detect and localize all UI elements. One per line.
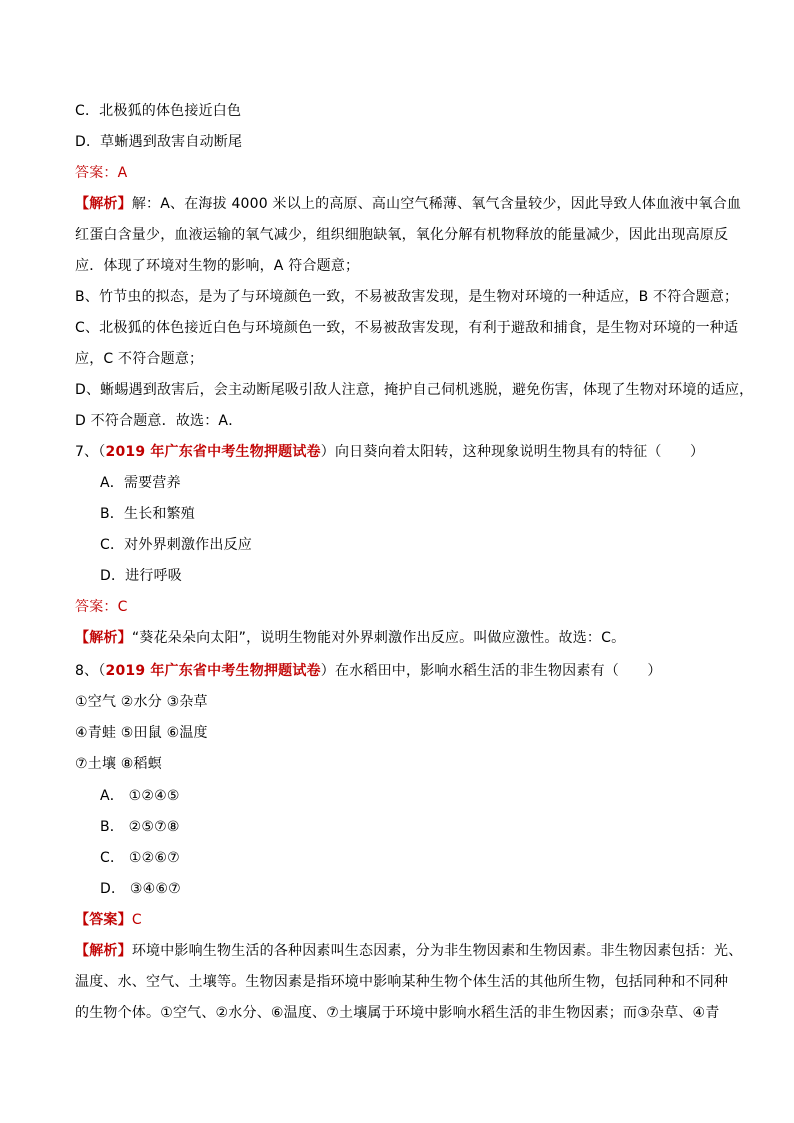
q7-answer [75, 597, 128, 617]
q8-option-b: B． ②⑤⑦⑧ [100, 819, 180, 835]
q7-option-b: B．生长和繁殖 [100, 506, 196, 522]
q6-option-c: C．北极狐的体色接近白色 [75, 103, 242, 119]
q8-analysis-line-3: 的生物个体。①空气、②水分、⑥温度、⑦土壤属于环境中影响水稻生活的非生物因素；而③杂草、④青 [75, 1005, 720, 1021]
q6-analysis-line-4: B、竹节虫的拟态，是为了与环境颜色一致，不易被敌害发现，是生物对环境的一种适应，B 不符合题意； [75, 289, 739, 305]
question-number: 7、（ [75, 444, 106, 460]
q8-items-line-1: ①空气 ②水分 ③杂草 [75, 694, 208, 710]
q8-analysis-line-1 [75, 941, 742, 961]
answer-label: 【答案】 [75, 912, 132, 928]
q6-analysis-line-8: D 不符合题意．故选：A． [75, 413, 243, 429]
q6-analysis-line-1 [75, 194, 741, 214]
question-number: 8、（ [75, 663, 106, 679]
q6-analysis-line-7: D、蜥蜴遇到敌害后，会主动断尾吸引敌人注意，掩护自己伺机逃脱，避免伤害，体现了生物对环境的适应， [75, 382, 754, 398]
q7-analysis [75, 628, 625, 648]
analysis-label: 【解析】 [75, 630, 132, 646]
question-text: ）向日葵向着太阳转，这种现象说明生物具有的特征（ ） [320, 444, 705, 460]
q8-option-c: C． ①②⑥⑦ [100, 850, 180, 866]
analysis-text: 解：A、在海拔 4000 米以上的高原、高山空气稀薄、氧气含量较少，因此导致人体血液中氧合血 [131, 196, 742, 212]
answer-label: 答案： [75, 165, 118, 181]
q6-analysis-line-5: C、北极狐的体色接近白色与环境颜色一致，不易被敌害发现，有利于避敌和捕食，是生物对环境的一种适 [75, 320, 739, 336]
question-text: ）在水稻田中，影响水稻生活的非生物因素有（ ） [320, 663, 662, 679]
answer-value: A [117, 165, 128, 181]
answer-value: C [117, 599, 128, 615]
question-source: 2019 年广东省中考生物押题试卷 [105, 663, 321, 679]
answer-value: C [131, 912, 142, 928]
q6-analysis-line-6: 应，C 不符合题意； [75, 351, 204, 367]
q8-option-d: D． ③④⑥⑦ [100, 881, 181, 897]
q6-analysis-line-3: 应．体现了环境对生物的影响，A 符合题意； [75, 258, 360, 274]
question-source: 2019 年广东省中考生物押题试卷 [105, 444, 321, 460]
analysis-text: “葵花朵朵向太阳”，说明生物能对外界刺激作出反应。叫做应激性。故选：C。 [131, 630, 626, 646]
analysis-text: 环境中影响生物生活的各种因素叫生态因素，分为非生物因素和生物因素。非生物因素包括：光、 [131, 943, 743, 959]
q6-option-d: D．草蜥遇到敌害自动断尾 [75, 134, 243, 150]
q6-answer [75, 163, 127, 183]
q8-analysis-line-2: 温度、水、空气、土壤等。生物因素是指环境中影响某种生物个体生活的其他所生物，包括同种和不同种 [75, 974, 729, 990]
q7-option-c: C．对外界刺激作出反应 [100, 537, 252, 553]
q8-items-line-3: ⑦土壤 ⑧稻螟 [75, 756, 162, 772]
q7-option-d: D．进行呼吸 [100, 568, 182, 584]
q8-stem [75, 661, 662, 681]
q7-option-a: A．需要营养 [100, 475, 181, 491]
analysis-label: 【解析】 [75, 943, 132, 959]
q7-stem [75, 442, 704, 462]
q8-option-a: A． ①②④⑤ [100, 788, 180, 804]
analysis-label: 【解析】 [75, 196, 132, 212]
q8-answer [75, 910, 142, 930]
q8-items-line-2: ④青蛙 ⑤田鼠 ⑥温度 [75, 725, 208, 741]
q6-analysis-line-2: 红蛋白含量少，血液运输的氧气减少，组织细胞缺氧，氧化分解有机物释放的能量减少，因此出现高原反 [75, 227, 729, 243]
answer-label: 答案： [75, 599, 118, 615]
